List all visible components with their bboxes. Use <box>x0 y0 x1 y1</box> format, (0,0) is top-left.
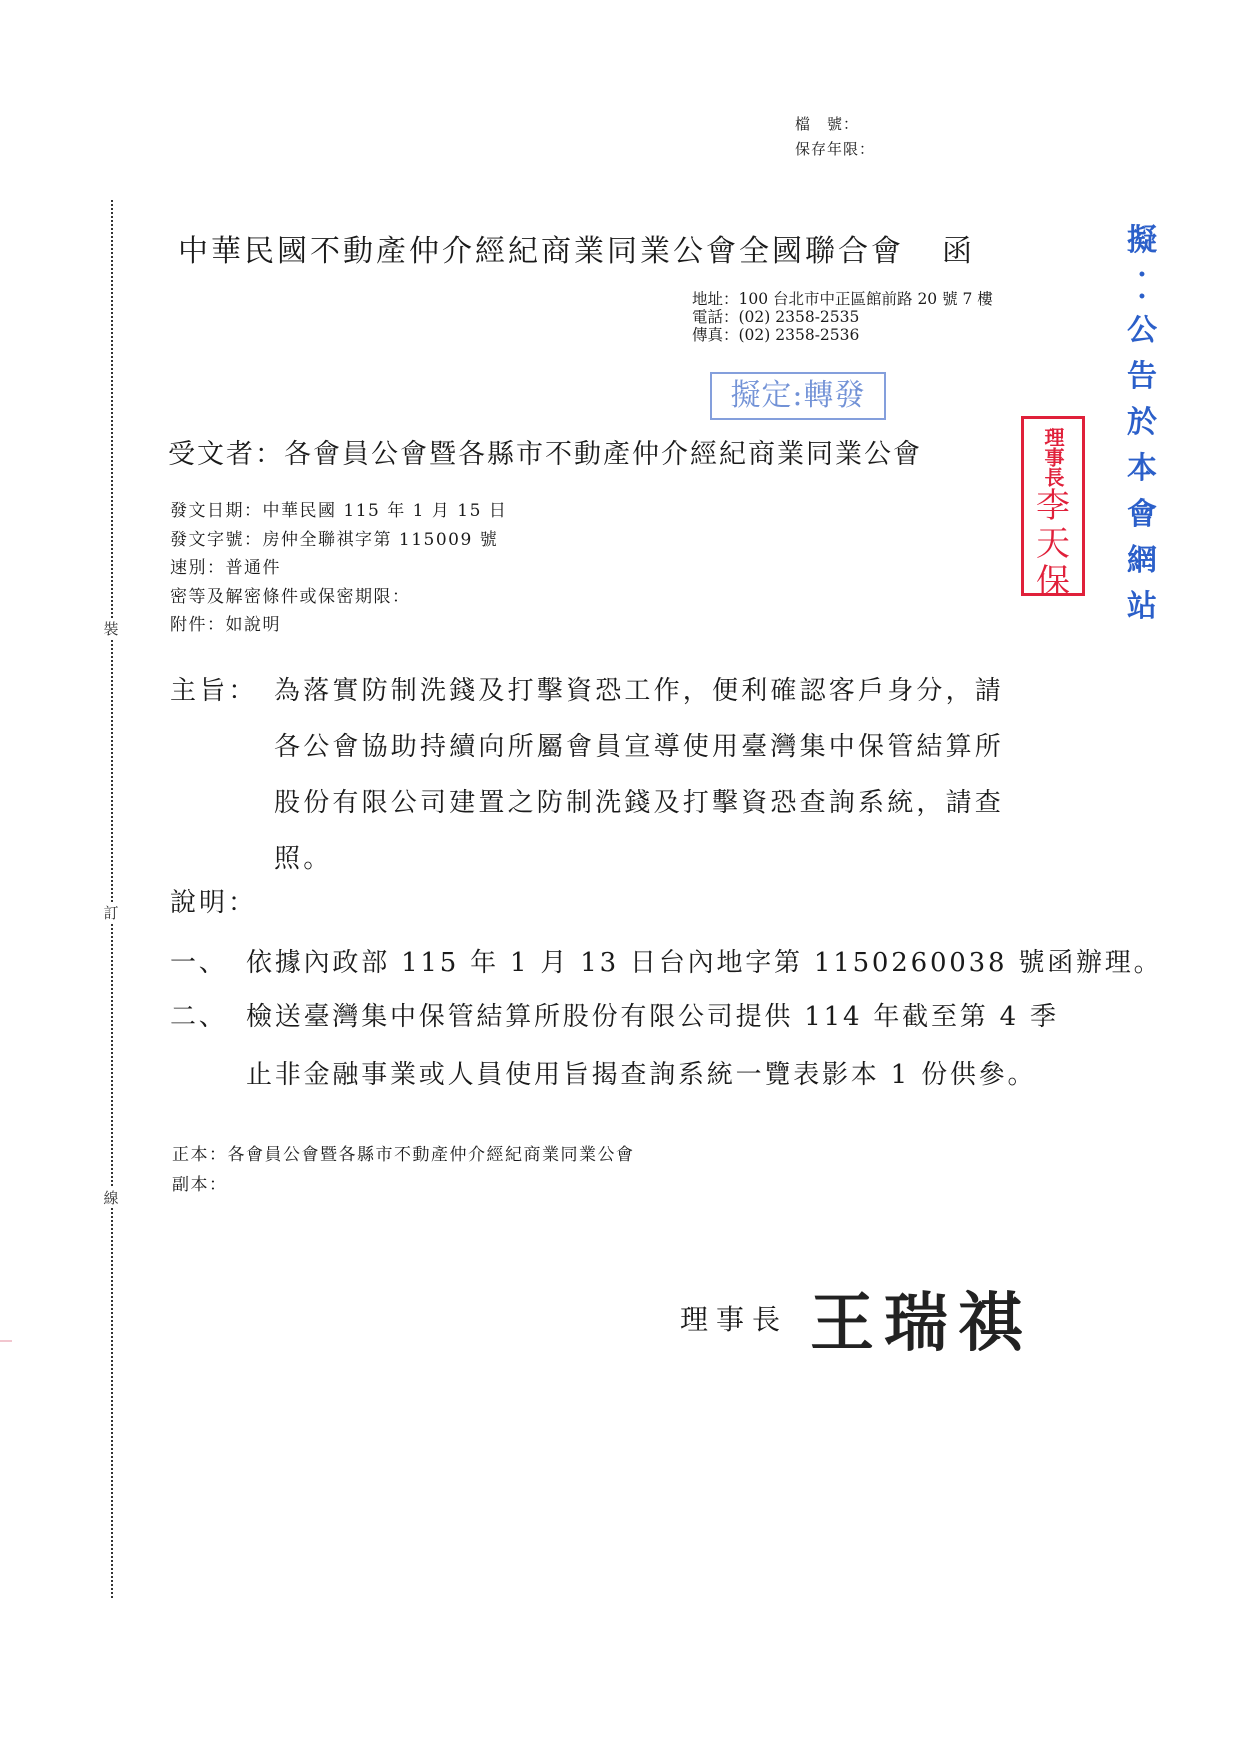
stamp-char: 本 <box>1127 451 1157 486</box>
item-text: 止非金融事業或人員使用旨揭查詢系統一覽表影本 1 份供參。 <box>246 1060 1037 1090</box>
binding-char-zhuang: 裝 <box>101 618 121 639</box>
copy-recipients: 副本： <box>172 1175 228 1195</box>
classification: 密等及解密條件或保密期限： <box>170 586 411 607</box>
document-type: 函 <box>942 234 975 269</box>
stamp-char: 站 <box>1127 589 1157 624</box>
stamp-dot: • <box>1137 289 1147 305</box>
seal-name-3: 保 <box>1036 562 1070 602</box>
signer-role: 理事長 <box>680 1303 789 1336</box>
seal-name-2: 天 <box>1036 524 1070 564</box>
subject-line: 照。 <box>274 844 333 874</box>
file-number-label: 檔 號： <box>795 115 860 133</box>
signer-name: 王瑞祺 <box>810 1287 1033 1361</box>
issue-date: 發文日期：中華民國 115 年 1 月 15 日 <box>170 501 508 521</box>
binding-char-ding: 訂 <box>101 902 121 923</box>
organization-name: 中華民國不動產仲介經紀商業同業公會全國聯合會 <box>178 234 904 269</box>
retention-period-label: 保存年限： <box>795 140 876 158</box>
phone: 電話：(02) 2358-2535 <box>692 308 860 326</box>
stamp-char: 擬 <box>1127 223 1157 258</box>
stamp-char: 公 <box>1127 313 1157 348</box>
item-text: 檢送臺灣集中保管結算所股份有限公司提供 114 年截至第 4 季 <box>246 1002 1059 1032</box>
subject-line: 為落實防制洗錢及打擊資恐工作，便利確認客戶身分，請 <box>274 676 1005 706</box>
document-title <box>178 226 975 270</box>
subject-label: 主旨： <box>170 676 258 706</box>
scan-edge-mark <box>0 1340 12 1342</box>
delivery-speed: 速別：普通件 <box>170 558 281 578</box>
distribution <box>172 1140 635 1200</box>
reference-number: 發文字號：房仲全聯祺字第 115009 號 <box>170 529 499 550</box>
stamp-dot: • <box>1137 267 1147 283</box>
disposition-stamp: 擬定:轉發 <box>710 372 886 420</box>
subject-line: 股份有限公司建置之防制洗錢及打擊資恐查詢系統，請查 <box>274 788 1005 818</box>
fax: 傳真：(02) 2358-2536 <box>692 326 860 344</box>
stamp-char: 會 <box>1127 497 1157 532</box>
signature-block <box>680 1272 1032 1364</box>
stamp-char: 於 <box>1127 405 1157 440</box>
explanation-label: 說明： <box>170 888 258 918</box>
binding-line <box>111 200 113 1598</box>
document-meta <box>170 497 507 640</box>
item-text: 依據內政部 115 年 1 月 13 日台內地字第 1150260038 號函辦理。 <box>246 948 1163 978</box>
contact-block <box>692 290 993 344</box>
seal-title: 理事長 <box>1041 427 1065 487</box>
file-meta <box>795 112 875 162</box>
recipient: 受文者：各會員公會暨各縣市不動產仲介經紀商業同業公會 <box>168 439 922 470</box>
subject-line: 各公會協助持續向所屬會員宣導使用臺灣集中保管結算所 <box>274 732 1005 762</box>
seal-name-1: 李 <box>1036 486 1070 526</box>
original-recipients: 正本：各會員公會暨各縣市不動產仲介經紀商業同業公會 <box>172 1145 635 1165</box>
binding-char-xian: 線 <box>101 1187 121 1208</box>
chairman-seal <box>1021 416 1085 602</box>
stamp-char: 告 <box>1127 359 1157 394</box>
item-number: 二、 <box>170 1002 228 1032</box>
item-number: 一、 <box>170 948 228 978</box>
stamp-char: 網 <box>1127 543 1157 578</box>
address: 地址：100 台北市中正區館前路 20 號 7 樓 <box>692 290 993 308</box>
attachment: 附件：如說明 <box>170 615 281 635</box>
website-announcement-stamp <box>1124 218 1160 630</box>
